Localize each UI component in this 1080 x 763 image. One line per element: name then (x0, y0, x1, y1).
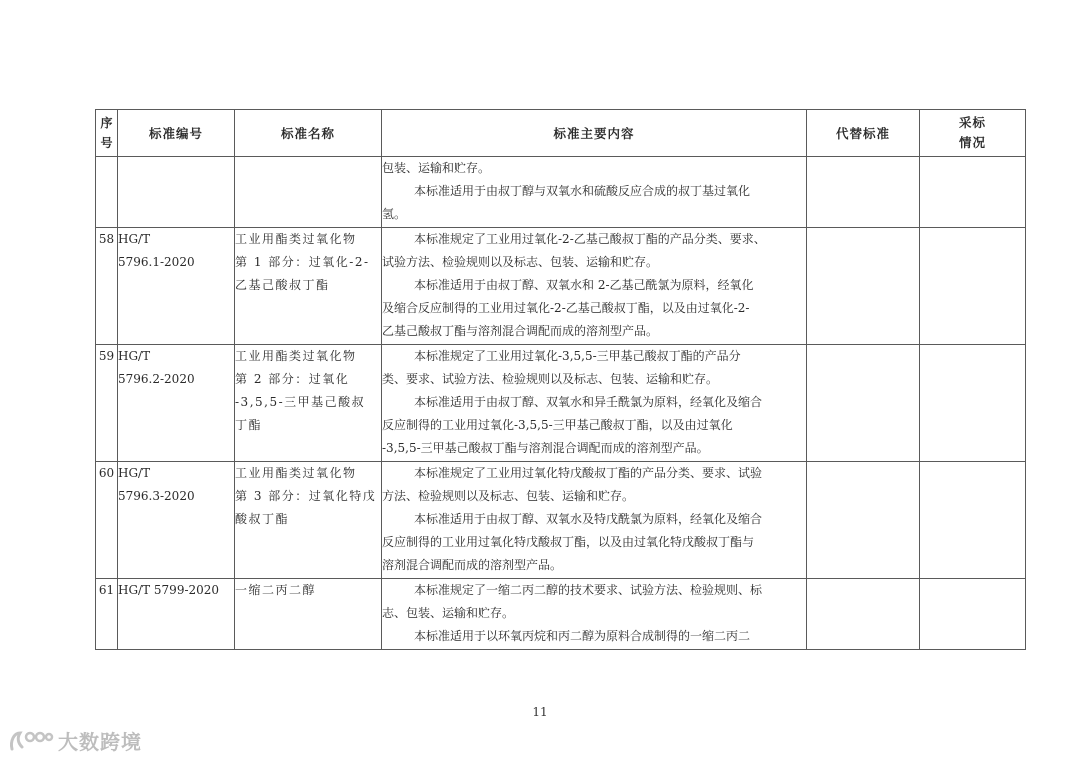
name-line: 丁酯 (235, 418, 263, 432)
cell-adopt (920, 345, 1026, 462)
content-line: -3,5,5-三甲基己酸叔丁酯与溶剂混合调配而成的溶剂型产品。 (382, 441, 709, 455)
header-replace: 代替标准 (807, 110, 920, 157)
code-line: 5796.2-2020 (118, 372, 195, 386)
content-line: 本标准规定了一缩二丙二醇的技术要求、试验方法、检验规则、标 (414, 583, 763, 597)
table-row (96, 462, 1026, 579)
standards-table (95, 109, 1026, 650)
cell-replace (807, 157, 920, 228)
content-line: 试验方法、检验规则以及标志、包装、运输和贮存。 (382, 255, 659, 269)
name-line: 第 1 部分：过氧化-2- (235, 255, 370, 269)
content-line: 反应制得的工业用过氧化特戊酸叔丁酯，以及由过氧化特戊酸叔丁酯与 (382, 535, 755, 549)
content-line: 反应制得的工业用过氧化-3,5,5-三甲基己酸叔丁酯，以及由过氧化 (382, 418, 733, 432)
content-line: 包装、运输和贮存。 (382, 161, 491, 175)
cell-seq (96, 157, 118, 228)
cell-adopt (920, 579, 1026, 650)
cell-adopt (920, 157, 1026, 228)
content-line: 志、包装、运输和贮存。 (382, 606, 515, 620)
cell-adopt (920, 228, 1026, 345)
content-line: 及缩合反应制得的工业用过氧化-2-乙基己酸叔丁酯，以及由过氧化-2- (382, 301, 750, 315)
cell-content (382, 345, 807, 462)
cell-replace (807, 462, 920, 579)
cell-code (118, 579, 235, 650)
watermark-text: 大数跨境 (58, 730, 142, 754)
content-line: 本标准适用于由叔丁醇、双氧水和 2-乙基己酰氯为原料，经氧化 (414, 278, 754, 292)
cell-code (118, 157, 235, 228)
cell-code (118, 228, 235, 345)
content-line: 本标准规定了工业用过氧化-3,5,5-三甲基己酸叔丁酯的产品分 (414, 349, 741, 363)
content-line: 本标准规定了工业用过氧化-2-乙基己酸叔丁酯的产品分类、要求、 (414, 232, 766, 246)
content-line: 溶剂混合调配而成的溶剂型产品。 (382, 558, 563, 572)
name-line: 工业用酯类过氧化物 (235, 232, 357, 246)
content-line: 方法、检验规则以及标志、包装、运输和贮存。 (382, 489, 635, 503)
content-line: 类、要求、试验方法、检验规则以及标志、包装、运输和贮存。 (382, 372, 719, 386)
watermark (8, 726, 142, 755)
cell-content (382, 462, 807, 579)
content-line: 氢。 (382, 207, 407, 221)
content-line: 本标准规定了工业用过氧化特戊酸叔丁酯的产品分类、要求、试验 (414, 466, 763, 480)
seq-text: 60 (98, 466, 115, 480)
seq-text: 58 (98, 232, 115, 246)
header-adopt-line2: 情况 (958, 135, 986, 150)
name-line: 工业用酯类过氧化物 (235, 466, 357, 480)
page-number: 11 (532, 705, 548, 719)
table-row (96, 345, 1026, 462)
code-line: HG/T (118, 232, 151, 246)
cell-code (118, 462, 235, 579)
cell-seq (96, 579, 118, 650)
cell-seq (96, 345, 118, 462)
seq-text (96, 157, 117, 180)
header-adopt-line1: 采标 (958, 115, 986, 130)
watermark-logo-icon (8, 729, 54, 753)
content-line: 本标准适用于由叔丁醇、双氧水及特戊酰氯为原料，经氧化及缩合 (414, 512, 763, 526)
cell-content (382, 157, 807, 228)
code-line: HG/T 5799-2020 (118, 583, 220, 597)
cell-name (235, 157, 382, 228)
cell-replace (807, 345, 920, 462)
code-line: 5796.3-2020 (118, 489, 195, 503)
content-line: 乙基己酸叔丁酯与溶剂混合调配而成的溶剂型产品。 (382, 324, 659, 338)
name-line: 一缩二丙二醇 (235, 583, 317, 597)
code-line: HG/T (118, 349, 151, 363)
name-line: 乙基己酸叔丁酯 (235, 278, 330, 292)
cell-name (235, 462, 382, 579)
cell-seq (96, 228, 118, 345)
content-line: 本标准适用于由叔丁醇、双氧水和异壬酰氯为原料，经氧化及缩合 (414, 395, 763, 409)
cell-seq (96, 462, 118, 579)
code-line: HG/T (118, 466, 151, 480)
header-seq: 序号 (96, 110, 118, 157)
header-adopt (920, 110, 1026, 157)
cell-adopt (920, 462, 1026, 579)
name-line: -3,5,5-三甲基己酸叔 (235, 395, 366, 409)
name-line: 工业用酯类过氧化物 (235, 349, 357, 363)
table-header-row (96, 110, 1026, 157)
name-line: 酸叔丁酯 (235, 512, 290, 526)
table-row (96, 157, 1026, 228)
header-content: 标准主要内容 (382, 110, 807, 157)
cell-content (382, 228, 807, 345)
cell-content (382, 579, 807, 650)
cell-name (235, 579, 382, 650)
cell-replace (807, 228, 920, 345)
header-code: 标准编号 (118, 110, 235, 157)
name-line: 第 2 部分：过氧化 (235, 372, 350, 386)
cell-name (235, 345, 382, 462)
seq-text: 59 (98, 349, 115, 363)
cell-code (118, 345, 235, 462)
name-line: 第 3 部分：过氧化特戊 (235, 489, 377, 503)
content-line: 本标准适用于以环氧丙烷和丙二醇为原料合成制得的一缩二丙二 (414, 629, 751, 643)
cell-name (235, 228, 382, 345)
table-row (96, 228, 1026, 345)
table-row (96, 579, 1026, 650)
cell-replace (807, 579, 920, 650)
seq-text: 61 (98, 583, 115, 597)
content-line: 本标准适用于由叔丁醇与双氧水和硫酸反应合成的叔丁基过氧化 (414, 184, 751, 198)
code-line: 5796.1-2020 (118, 255, 195, 269)
header-name: 标准名称 (235, 110, 382, 157)
